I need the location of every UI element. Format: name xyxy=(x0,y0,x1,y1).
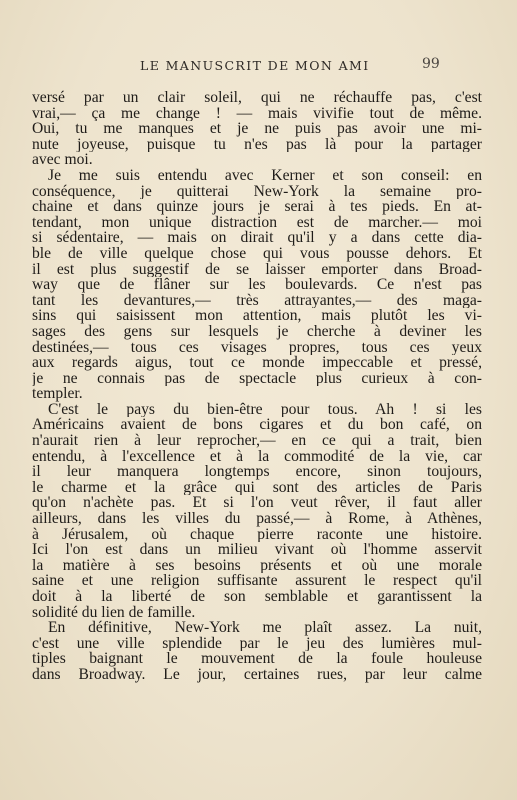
text-line: le charme et la grâce qui sont des articles de Paris xyxy=(32,479,482,496)
text-line: je ne connais pas de spectacle plus curieux à con- xyxy=(32,370,482,387)
text-line: à Jérusalem, où chaque pierre raconte une histoire. xyxy=(32,526,482,543)
text-line: destinées,— tous ces visages propres, tous ces yeux xyxy=(32,339,482,356)
text-line: n'aurait rien à leur reprocher,— en ce qui a trait, bien xyxy=(32,433,482,449)
text-line: templer. xyxy=(32,386,83,402)
text-line: c'est une ville splendide par le jeu des lumières mul- xyxy=(32,635,482,652)
text-line: tiples baignant le mouvement de la foule houleuse xyxy=(32,651,482,667)
text-line: way que de flâner sur les boulevards. Ce n'est pas xyxy=(32,277,482,293)
text-line: aux regards aigus, tout ce monde impeccable et pressé, xyxy=(32,355,482,371)
body-text xyxy=(32,90,482,683)
text-line: C'est le pays du bien-être pour tous. Ah ! si les xyxy=(48,401,482,418)
text-line: versé par un clair soleil, qui ne réchauffe pas, c'est xyxy=(32,90,482,106)
text-line: solidité du lien de famille. xyxy=(32,604,196,621)
text-line: Américains avaient de bons cigares et du bon café, on xyxy=(32,417,482,434)
text-line: tant les devantures,— très attrayantes,— des maga- xyxy=(32,292,482,309)
text-line: il leur manquera longtemps encore, sinon toujours, xyxy=(32,464,482,480)
text-line: Je me suis entendu avec Kerner et son conseil: en xyxy=(48,167,482,184)
text-line: En définitive, New-York me plaît assez. La nuit, xyxy=(48,620,482,636)
text-line: sages des gens sur lesquels je cherche à deviner les xyxy=(32,323,482,340)
text-line: entendu, à l'excellence et à la commodité de la vie, car xyxy=(32,448,482,465)
page-header xyxy=(0,58,517,78)
page-number: 99 xyxy=(422,56,440,72)
text-line: chaine et dans quinze jours je serai à tes pieds. En at- xyxy=(32,199,482,215)
text-line: doit à la liberté de son semblable et garantissent la xyxy=(32,589,482,605)
text-line: dans Broadway. Le jour, certaines rues, par leur calme xyxy=(32,666,482,683)
text-line: Ici l'on est dans un milieu vivant où l'homme asservit xyxy=(32,542,482,558)
text-line: la matière à ses besoins présents et où une morale xyxy=(32,557,482,574)
text-line: Oui, tu me manques et je ne puis pas avoir une mi- xyxy=(32,121,482,137)
text-line: il est plus suggestif de se laisser emporter dans Broad- xyxy=(32,261,482,278)
text-line: nute joyeuse, puisque tu n'es pas là pour la partager xyxy=(32,136,482,153)
text-line: ble de ville quelque chose qui vous pousse dehors. Et xyxy=(32,245,482,262)
text-line: ailleurs, dans les villes du passé,— à Rome, à Athènes, xyxy=(32,511,482,527)
text-line: vrai,— ça me change ! — mais vivifie tout de même. xyxy=(32,105,482,122)
text-line: avec moi. xyxy=(32,152,93,168)
text-line: si sédentaire, — mais on dirait qu'il y a dans cette dia- xyxy=(32,230,482,246)
text-line: qu'on n'achète pas. Et si l'on veut rêver, il faut aller xyxy=(32,495,482,512)
text-line: saine et une religion suffisante assurent le respect qu'il xyxy=(32,573,482,589)
text-line: tendant, mon unique distraction est de marcher.— moi xyxy=(32,214,482,231)
running-title: LE MANUSCRIT DE MON AMI xyxy=(140,58,370,73)
text-line: conséquence, je quitterai New-York la semaine pro- xyxy=(32,183,482,200)
text-line: sins qui saisissent mon attention, mais plutôt les vi- xyxy=(32,308,482,324)
